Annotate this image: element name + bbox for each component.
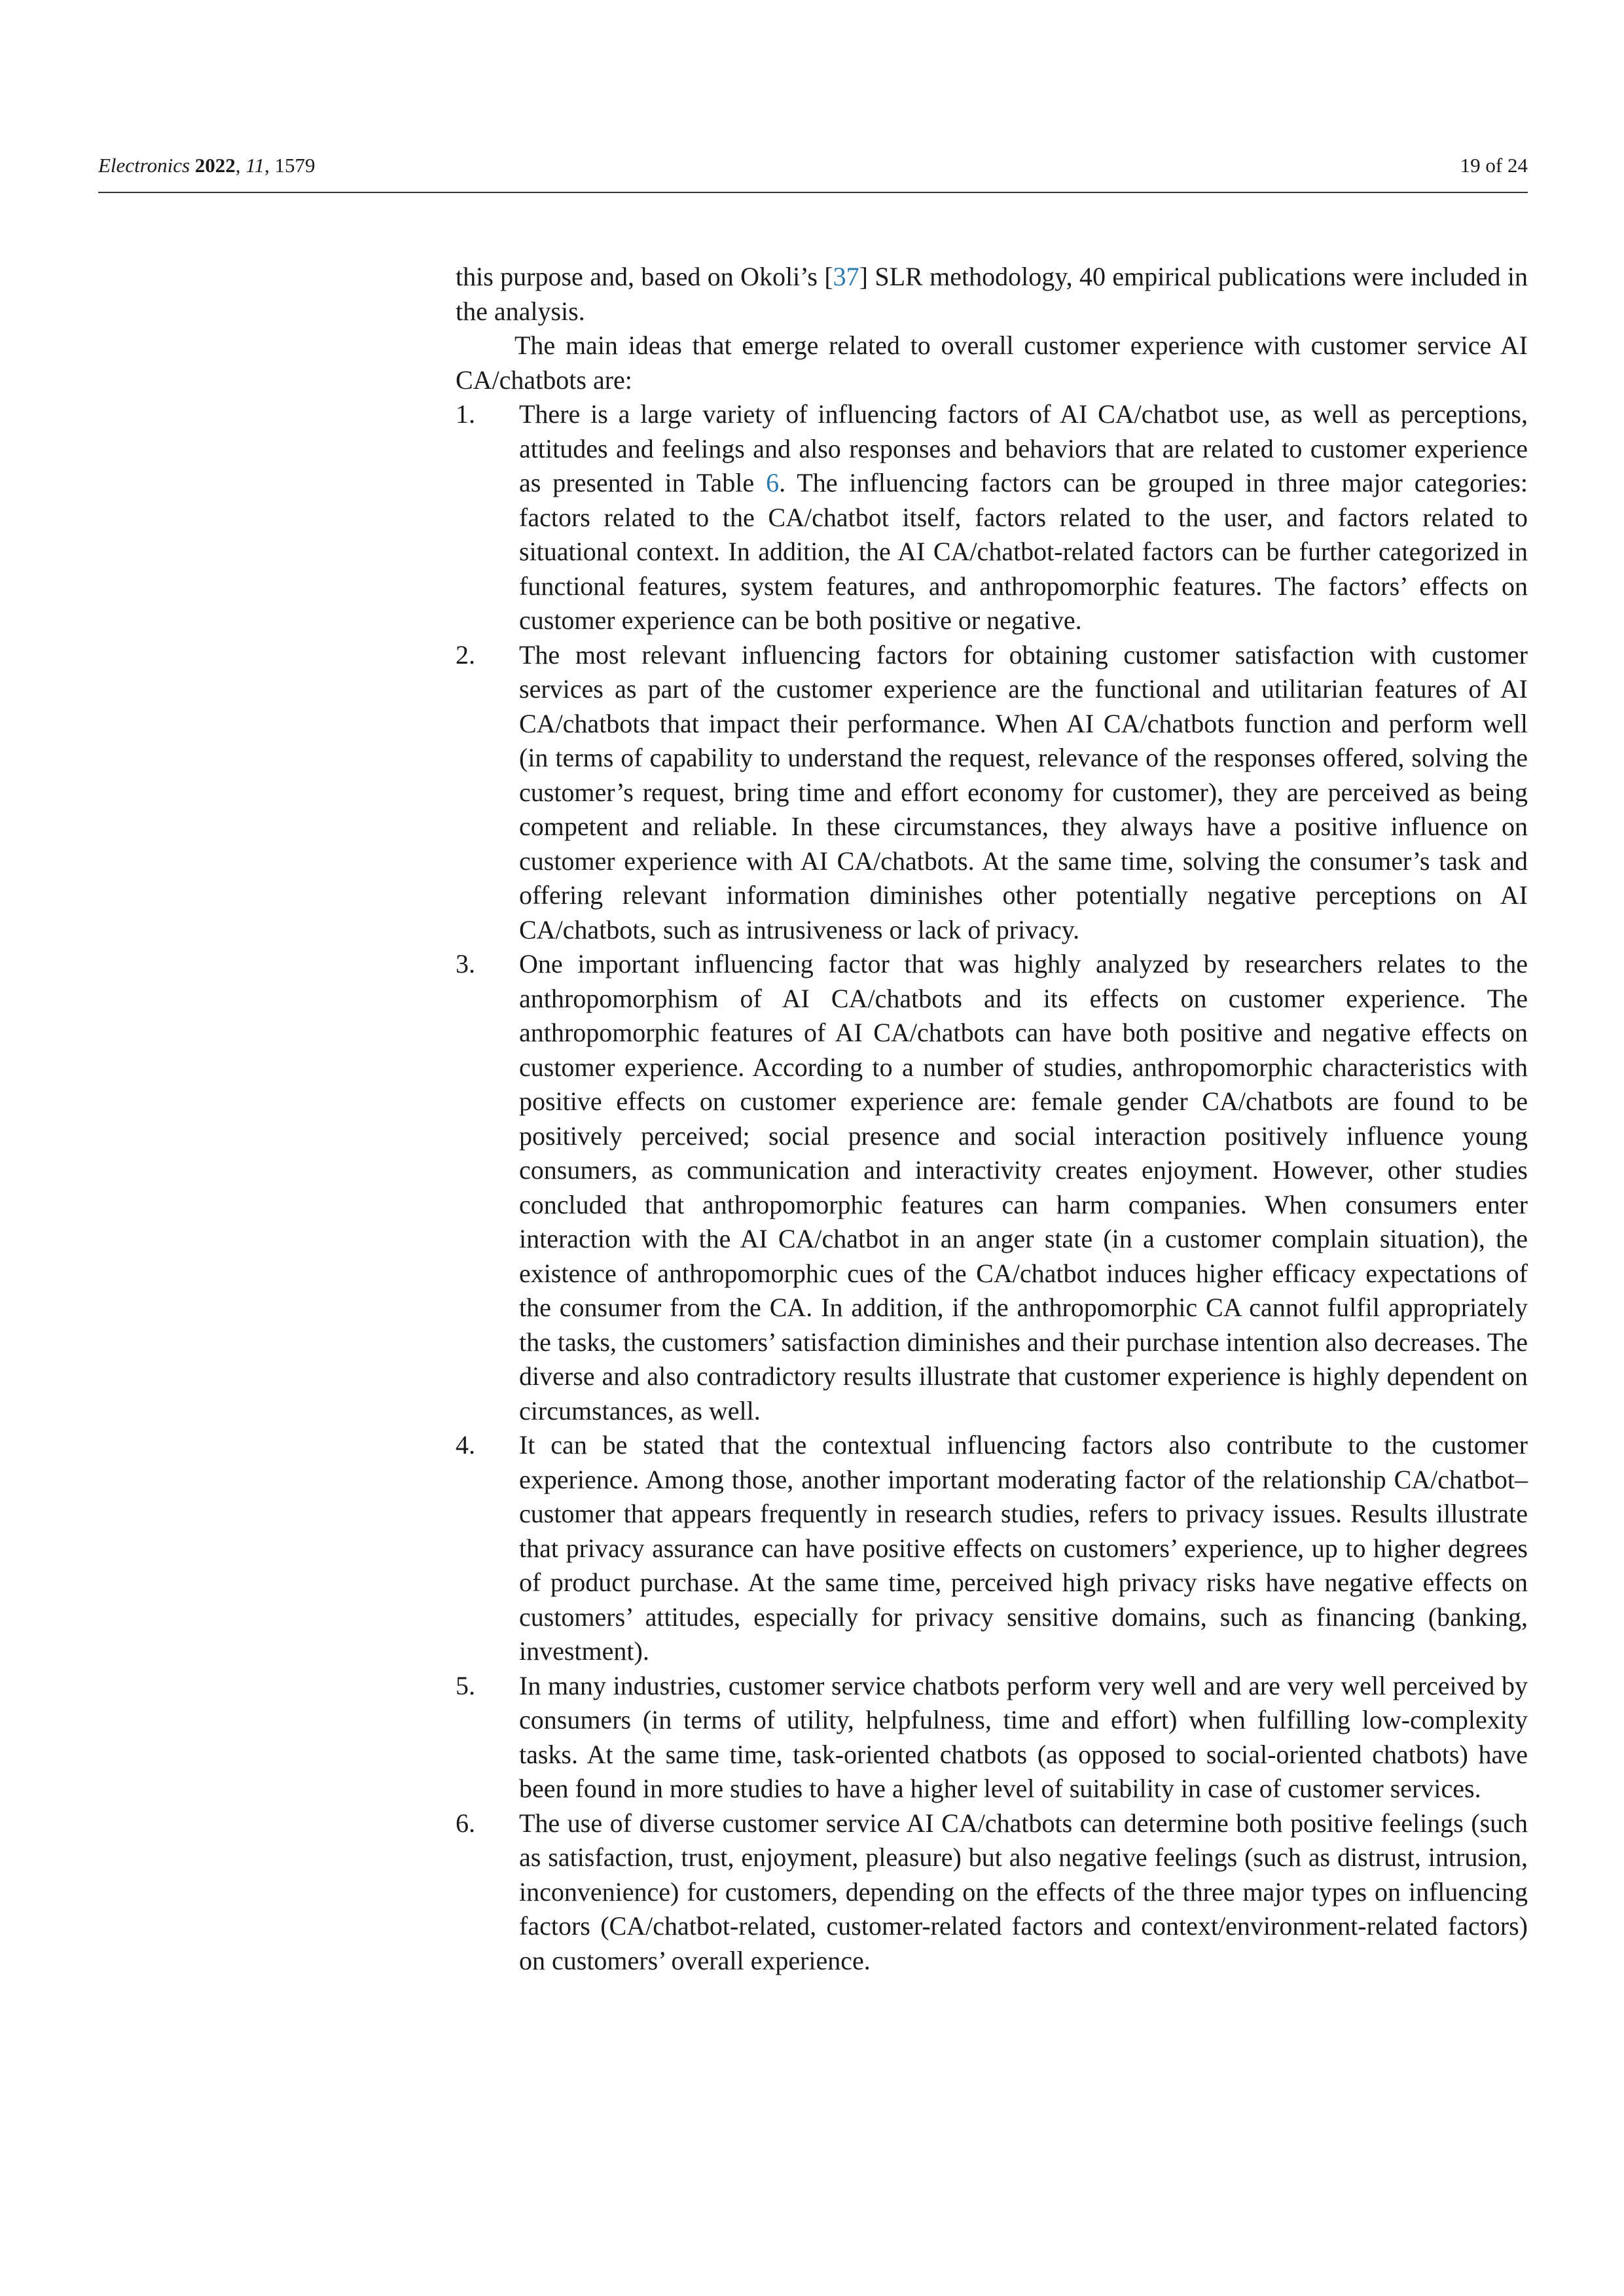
journal-volume: 11 xyxy=(245,154,264,177)
list-item xyxy=(456,638,1528,948)
list-item-text: There is a large variety of influencing factors of AI CA/chatbot use, as well as perceptions, attitudes and feelings and also responses and behaviors that are related to customer experience as presented in Table xyxy=(519,399,1528,497)
list-item-number: 6. xyxy=(456,1808,475,1838)
paragraph-text: ] SLR methodology, 40 empirical publications were included in the analysis. xyxy=(456,262,1528,326)
list-item-text: The use of diverse customer service AI CA/chatbots can determine both positive feelings (such as satisfaction, trust, enjoyment, pleasure) but also negative feelings (such as distrust, intrusion, inconvenience) for customers, depending on the effects of the three major types on influencing factors (CA/chatbot-related, customer-related factors and context/environment-related factors) on customers’ overall experience. xyxy=(519,1808,1528,1975)
list-item-text: It can be stated that the contextual influencing factors also contribute to the customer experience. Among those, another important moderating factor of the relationship CA/chatbot–customer that appears frequently in research studies, refers to privacy issues. Results illustrate that privacy assurance can have positive effects on customers’ experience, up to higher degrees of product purchase. At the same time, perceived high privacy risks have negative effects on customers’ attitudes, especially for privacy sensitive domains, such as financing (banking, investment). xyxy=(519,1430,1528,1666)
list-item-number: 4. xyxy=(456,1430,475,1460)
header-divider xyxy=(98,192,1528,193)
list-item xyxy=(456,1669,1528,1806)
journal-year: 2022 xyxy=(194,154,236,177)
citation-link-37[interactable]: 37 xyxy=(833,262,859,291)
list-item-text: . The influencing factors can be grouped in three major categories: factors related to the CA/chatbot itself, factors related to the user, and factors related to situational context. In addition, the AI CA/chatbot-related factors can be further categorized in functional features, system features, and anthropomorphic features. The factors’ effects on customer experience can be both positive or negative. xyxy=(519,468,1528,635)
list-item xyxy=(456,1806,1528,1979)
list-item-number: 1. xyxy=(456,399,475,429)
body-text xyxy=(456,260,1528,1978)
list-item-text: One important influencing factor that was highly analyzed by researchers relates to the anthropomorphism of AI CA/chatbots and its effects on customer experience. The anthropomorphic features of AI CA/chatbots can have both positive and negative effects on customer experience. According to a number of studies, anthropomorphic characteristics with positive effects on customer experience are: female gender CA/chatbots are found to be positively perceived; social presence and social interaction positively influence young consumers, as communication and interactivity creates enjoyment. However, other studies concluded that anthropomorphic features can harm companies. When consumers enter interaction with the AI CA/chatbot in an anger state (in a customer complain situation), the existence of anthropomorphic cues of the CA/chatbot induces higher efficacy expectations of the consumer from the CA. In addition, if the anthropomorphic CA cannot fulfil appropriately the tasks, the customers’ satisfaction diminishes and their purchase intention also decreases. The diverse and also contradictory results illustrate that customer experience is highly dependent on circumstances, as well. xyxy=(519,949,1528,1426)
intro-paragraph: The main ideas that emerge related to overall customer experience with customer service AI CA/chatbots are: xyxy=(456,331,1528,395)
list-item xyxy=(456,1428,1528,1669)
journal-citation: Electronics 2022, 11, 1579 xyxy=(98,154,316,177)
article-number: 1579 xyxy=(274,154,316,177)
journal-name: Electronics xyxy=(98,154,190,177)
continuation-paragraph xyxy=(456,260,1528,329)
running-header xyxy=(98,152,1528,179)
list-item-number: 3. xyxy=(456,949,475,978)
list-item xyxy=(456,947,1528,1428)
findings-list xyxy=(456,397,1528,1978)
list-item xyxy=(456,397,1528,638)
table-reference-link[interactable]: 6 xyxy=(766,468,780,497)
list-item-text: In many industries, customer service chatbots perform very well and are very well perceived by consumers (in terms of utility, helpfulness, time and effort) when fulfilling low-complexity tasks. At the same time, task-oriented chatbots (as opposed to social-oriented chatbots) have been found in more studies to have a higher level of suitability in case of customer services. xyxy=(519,1670,1528,1803)
list-item-number: 5. xyxy=(456,1670,475,1700)
paragraph-text: this purpose and, based on Okoli’s [ xyxy=(456,262,833,291)
list-item-number: 2. xyxy=(456,639,475,670)
page-number: 19 of 24 xyxy=(1460,154,1528,177)
list-item-text: The most relevant influencing factors for obtaining customer satisfaction with customer services as part of the customer experience are the functional and utilitarian features of AI CA/chatbots that impact their performance. When AI CA/chatbots function and perform well (in terms of capability to understand the request, relevance of the responses offered, solving the customer’s request, bring time and effort economy for customer), they are perceived as being competent and reliable. In these circumstances, they always have a positive influence on customer experience with AI CA/chatbots. At the same time, solving the consumer’s task and offering relevant information diminishes other potentially negative perceptions on AI CA/chatbots, such as intrusiveness or lack of privacy. xyxy=(519,639,1528,944)
